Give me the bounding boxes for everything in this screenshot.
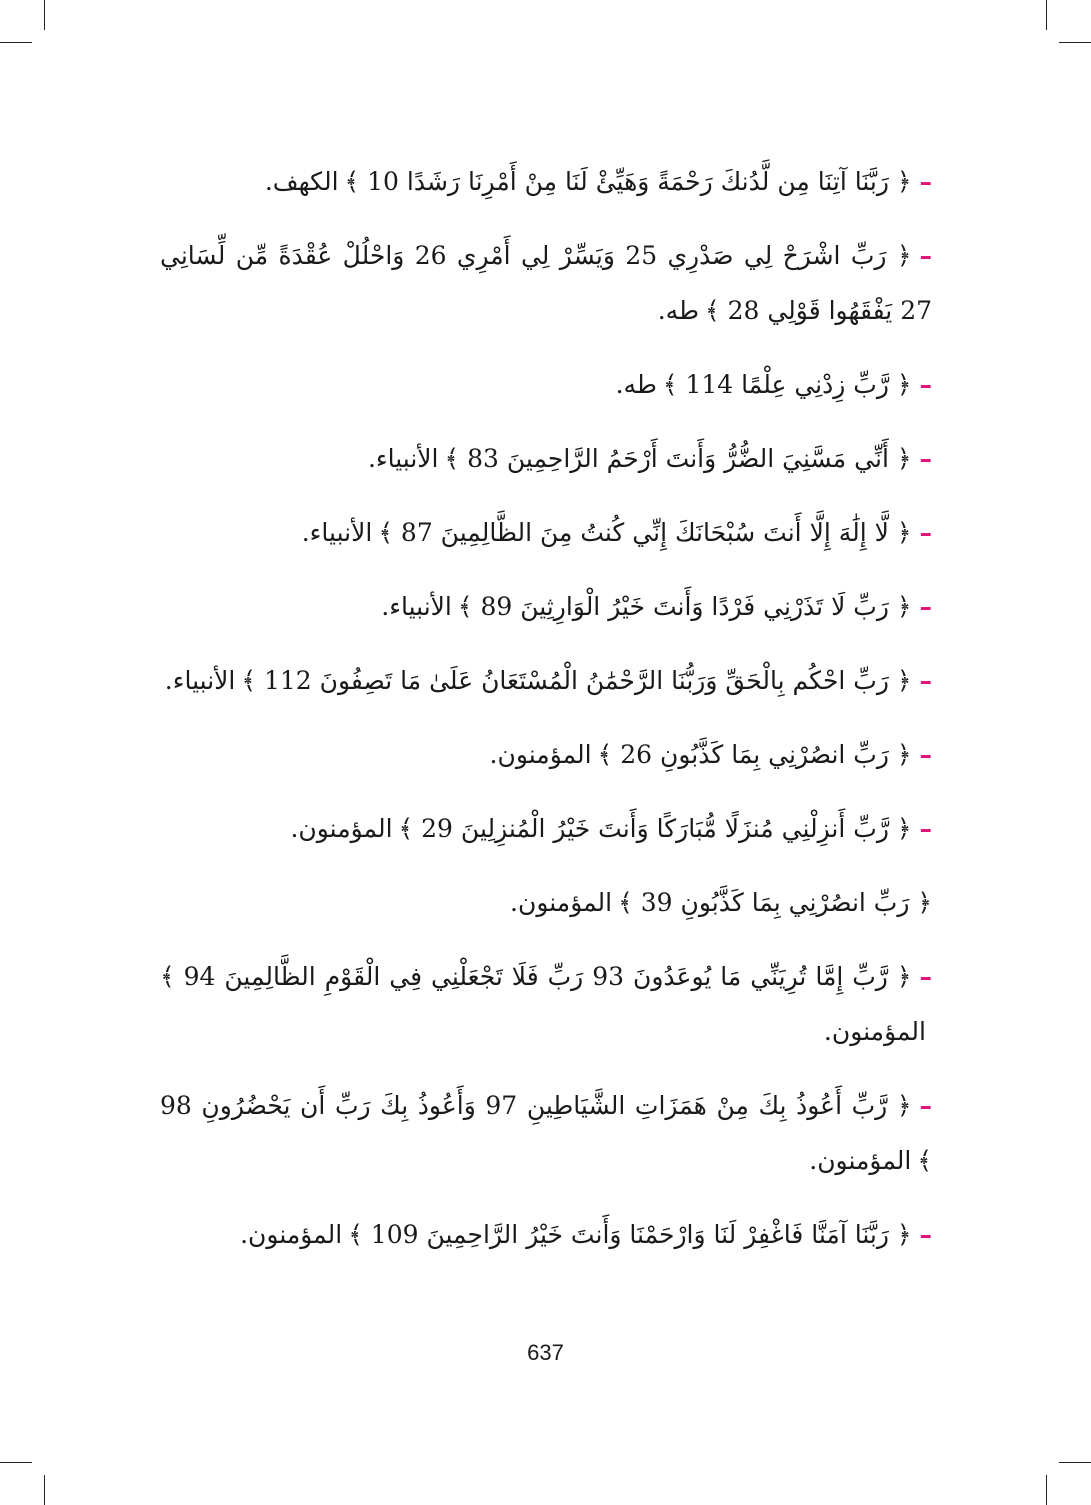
- verse-item: [160, 357, 932, 412]
- bullet-dash: –: [919, 740, 932, 769]
- bullet-dash: –: [919, 518, 932, 547]
- surah-name: المؤمنون.: [240, 1220, 343, 1249]
- bullet-dash: –: [919, 444, 932, 473]
- verse-item: [160, 1078, 932, 1188]
- verse-text: ﴿ لَّا إِلَٰهَ إِلَّا أَنتَ سُبْحَانَكَ إِنِّي كُنتُ مِنَ الظَّالِمِينَ 87 ﴾: [378, 518, 912, 547]
- crop-mark: [1046, 1475, 1047, 1505]
- verse-text: ﴿ رَبِّ انصُرْنِي بِمَا كَذَّبُونِ 26 ﴾: [597, 740, 912, 769]
- crop-mark: [44, 0, 45, 30]
- crop-mark: [1059, 1462, 1091, 1463]
- verse-item: [160, 154, 932, 209]
- bullet-dash: –: [919, 592, 932, 621]
- crop-mark: [0, 1462, 32, 1463]
- verse-item: [160, 653, 932, 708]
- surah-name: المؤمنون.: [510, 888, 613, 917]
- surah-name: الأنبياء.: [301, 518, 373, 547]
- bullet-dash: –: [919, 666, 932, 695]
- verse-item: [160, 727, 932, 782]
- verse-item: [160, 579, 932, 634]
- bullet-dash: –: [919, 370, 932, 399]
- supplications-list: [160, 154, 932, 1281]
- crop-mark: [0, 42, 32, 43]
- surah-name: المؤمنون.: [489, 740, 592, 769]
- crop-mark: [1046, 0, 1047, 30]
- bullet-dash: –: [919, 1091, 933, 1120]
- bullet-dash: –: [919, 167, 932, 196]
- surah-name: المؤمنون.: [290, 814, 393, 843]
- verse-item: [160, 228, 932, 338]
- surah-name: المؤمنون.: [809, 1146, 912, 1175]
- verse-text: ﴿ رَّبِّ أَعُوذُ بِكَ مِنْ هَمَزَاتِ الشَّيَاطِينِ 97 وَأَعُوذُ بِكَ رَبِّ أَن يَحْضُرُونِ 98 ﴾: [160, 1091, 932, 1175]
- verse-text: ﴿ رَّبِّ أَنزِلْنِي مُنزَلًا مُّبَارَكًا وَأَنتَ خَيْرُ الْمُنزِلِينَ 29 ﴾: [398, 814, 912, 843]
- bullet-dash: –: [919, 962, 932, 991]
- verse-text: ﴿ رَّبِّ زِدْنِي عِلْمًا 114 ﴾: [662, 370, 912, 399]
- verse-item: [160, 431, 932, 486]
- verse-text: ﴿ رَبِّ لَا تَذَرْنِي فَرْدًا وَأَنتَ خَيْرُ الْوَارِثِينَ 89 ﴾: [457, 592, 912, 621]
- verse-item: [160, 949, 932, 1059]
- verse-text: ﴿ رَّبِّ إِمَّا تُرِيَنِّي مَا يُوعَدُونَ 93 رَبِّ فَلَا تَجْعَلْنِي فِي الْقَوْمِ الظَّالِمِينَ 94 ﴾: [160, 962, 912, 991]
- surah-name: الكهف.: [264, 167, 339, 196]
- surah-name: الأنبياء.: [381, 592, 452, 621]
- verse-item: [160, 1207, 932, 1262]
- verse-text: ﴿ رَبِّ احْكُم بِالْحَقِّ وَرَبُّنَا الرَّحْمَٰنُ الْمُسْتَعَانُ عَلَىٰ مَا تَصِفُونَ 112 ﴾: [241, 666, 912, 695]
- bullet-dash: –: [919, 814, 932, 843]
- surah-name: الأنبياء.: [367, 444, 439, 473]
- verse-item: [160, 875, 932, 930]
- page-number: 637: [527, 1340, 564, 1365]
- surah-name: الأنبياء.: [164, 666, 236, 695]
- verse-item: [160, 801, 932, 856]
- verse-text: ﴿ رَبِّ اشْرَحْ لِي صَدْرِي 25 وَيَسِّرْ لِي أَمْرِي 26 وَاحْلُلْ عُقْدَةً مِّن لِّسَانِي 27 يَفْقَهُوا قَوْلِي 28 ﴾: [160, 241, 932, 325]
- surah-name: طه.: [657, 296, 699, 325]
- verse-text: ﴿ أَنِّي مَسَّنِيَ الضُّرُّ وَأَنتَ أَرْحَمُ الرَّاحِمِينَ 83 ﴾: [444, 444, 912, 473]
- verse-text: ﴿ رَبَّنَا آمَنَّا فَاغْفِرْ لَنَا وَارْحَمْنَا وَأَنتَ خَيْرُ الرَّاحِمِينَ 109 ﴾: [348, 1220, 912, 1249]
- bullet-dash: –: [919, 1220, 932, 1249]
- crop-mark: [1059, 42, 1091, 43]
- surah-name: المؤمنون.: [823, 1017, 926, 1046]
- crop-mark: [44, 1475, 45, 1505]
- bullet-dash: –: [919, 241, 932, 270]
- verse-item: [160, 505, 932, 560]
- surah-name: طه.: [615, 370, 657, 399]
- verse-text: ﴿ رَبَّنَا آتِنَا مِن لَّدُنكَ رَحْمَةً وَهَيِّئْ لَنَا مِنْ أَمْرِنَا رَشَدًا 10 ﴾: [344, 167, 912, 196]
- verse-text: ﴿ رَبِّ انصُرْنِي بِمَا كَذَّبُونِ 39 ﴾: [618, 888, 932, 917]
